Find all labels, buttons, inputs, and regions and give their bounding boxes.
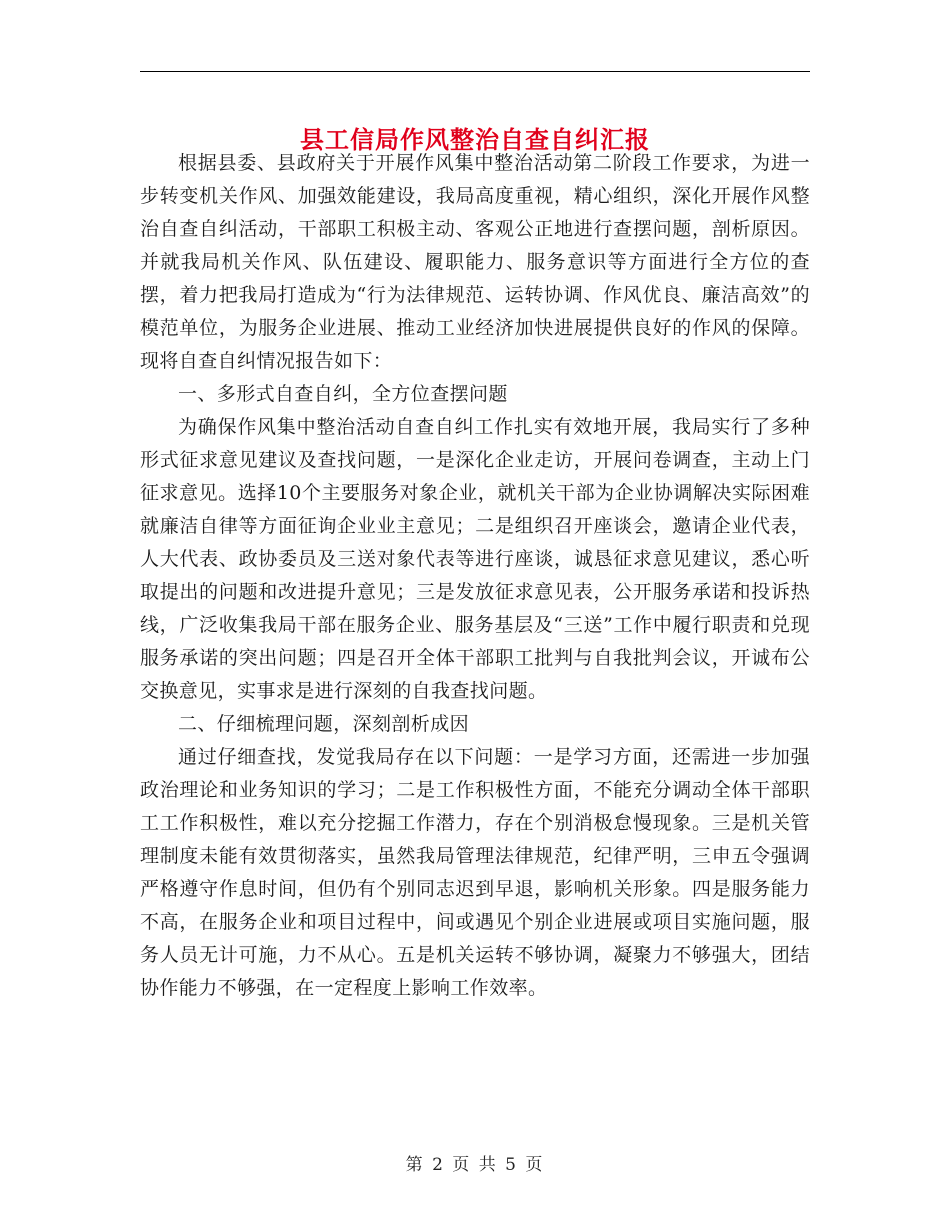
document-body	[140, 147, 810, 1005]
document-title: 县工信局作风整治自查自纠汇报	[300, 125, 650, 155]
section-1-paragraph: 为确保作风集中整治活动自查自纠工作扎实有效地开展，我局实行了多种形式征求意见建议及查找问题，一是深化企业走访，开展问卷调查，主动上门征求意见。选择10个主要服务对象企业，就机关干部为企业协调解决实际困难就廉洁自律等方面征询企业业主意见；二是组织召开座谈会，邀请企业代表，人大代表、政协委员及三送对象代表等进行座谈，诚恳征求意见建议，悉心听取提出的问题和改进提升意见；三是发放征求意见表，公开服务承诺和投诉热线，广泛收集我局干部在服务企业、服务基层及“三送”工作中履行职责和兑现服务承诺的突出问题；四是召开全体干部职工批判与自我批判会议，开诚布公交换意见，实事求是进行深刻的自我查找问题。	[140, 416, 810, 702]
page-number: 第 2 页 共 5 页	[405, 1155, 545, 1175]
section-heading-2: 二、仔细梳理问题，深刻剖析成因	[178, 713, 470, 735]
section-2-paragraph: 通过仔细查找，发觉我局存在以下问题：一是学习方面，还需进一步加强政治理论和业务知识的学习；二是工作积极性方面，不能充分调动全体干部职工工作积极性，难以充分挖掘工作潜力，存在个别消极怠慢现象。三是机关管理制度未能有效贯彻落实，虽然我局管理法律规范，纪律严明，三申五令强调严格遵守作息时间，但仍有个别同志迟到早退，影响机关形象。四是服务能力不高，在服务企业和项目过程中，间或遇见个别企业进展或项目实施问题，服务人员无计可施，力不从心。五是机关运转不够协调，凝聚力不够强大，团结协作能力不够强，在一定程度上影响工作效率。	[140, 746, 810, 999]
section-heading-1: 一、多形式自查自纠，全方位查摆问题	[178, 383, 508, 405]
intro-paragraph: 根据县委、县政府关于开展作风集中整治活动第二阶段工作要求，为进一步转变机关作风、加强效能建设，我局高度重视，精心组织，深化开展作风整治自查自纠活动，干部职工积极主动、客观公正地进行查摆问题，剖析原因。并就我局机关作风、队伍建设、履职能力、服务意识等方面进行全方位的查摆，着力把我局打造成为“行为法律规范、运转协调、作风优良、廉洁高效”的模范单位，为服务企业进展、推动工业经济加快进展提供良好的作风的保障。现将自查自纠情况报告如下：	[140, 152, 810, 372]
header-rule	[140, 71, 810, 72]
